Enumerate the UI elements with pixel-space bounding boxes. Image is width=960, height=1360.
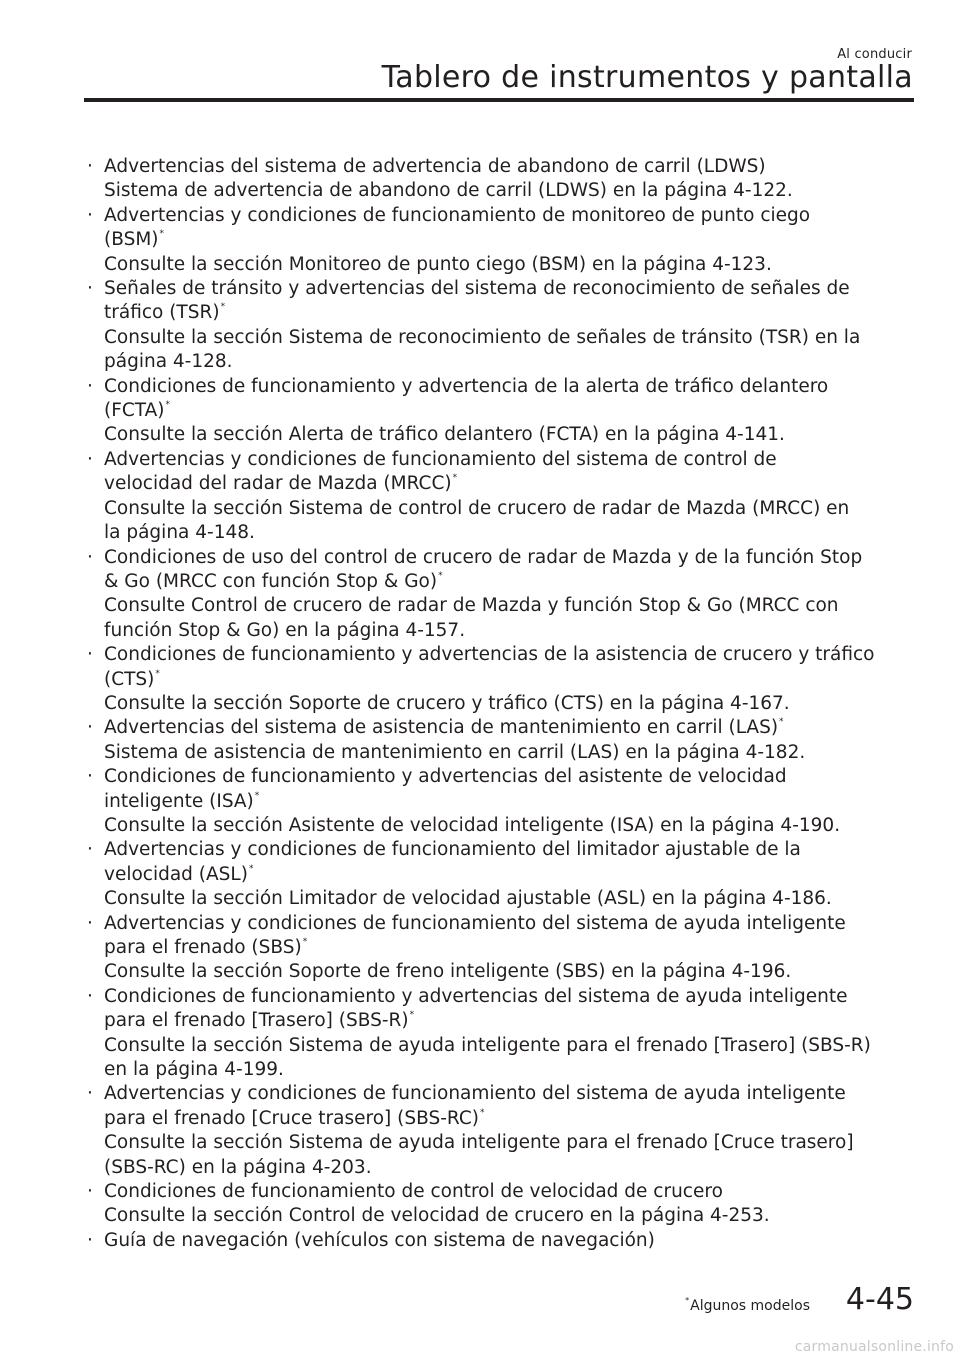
bullet-icon: · <box>87 156 93 177</box>
some-models-asterisk: * <box>254 790 260 801</box>
page-footer <box>0 1280 960 1320</box>
watermark: carmanualsonline.info <box>794 1339 954 1355</box>
list-item-line: tráfico (TSR)* <box>104 302 226 324</box>
list-item-line: Condiciones de funcionamiento y advertencias de la asistencia de crucero y tráfico <box>104 644 875 666</box>
section-label: Al conducir <box>837 47 912 62</box>
list-item-line: Condiciones de uso del control de crucero de radar de Mazda y de la función Stop <box>104 546 863 568</box>
list-item-line: Advertencias del sistema de asistencia de mantenimiento en carril (LAS)* <box>104 717 784 739</box>
list-item-line: Consulte la sección Sistema de ayuda inteligente para el frenado [Cruce trasero] <box>104 1132 854 1154</box>
list-item-line: velocidad del radar de Mazda (MRCC)* <box>104 473 458 495</box>
list-item-line: Consulte la sección Soporte de freno inteligente (SBS) en la página 4-196. <box>104 961 792 983</box>
list-item <box>86 765 916 838</box>
some-models-asterisk: * <box>155 668 160 679</box>
footnote-asterisk: * <box>685 1296 690 1305</box>
list-item <box>86 1229 916 1253</box>
some-models-asterisk: * <box>438 570 443 581</box>
list-item <box>86 1180 916 1229</box>
some-models-asterisk: * <box>159 229 165 240</box>
some-models-asterisk: * <box>452 473 458 484</box>
list-item-line: Consulte la sección Soporte de crucero y tráfico (CTS) en la página 4-167. <box>104 692 790 714</box>
list-item-line: Consulte la sección Limitador de velocidad ajustable (ASL) en la página 4-186. <box>104 888 832 910</box>
list-item-line: Advertencias y condiciones de funcionamiento del sistema de control de <box>104 448 777 470</box>
some-models-asterisk: * <box>479 1107 485 1118</box>
list-item-line: Consulte la sección Asistente de velocidad inteligente (ISA) en la página 4-190. <box>104 814 841 836</box>
list-item-line: Advertencias y condiciones de funcionamiento del limitador ajustable de la <box>104 839 801 861</box>
list-item-line: para el frenado [Cruce trasero] (SBS-RC)* <box>104 1107 485 1129</box>
bullet-list <box>86 155 916 1253</box>
list-item-line: Consulte Control de crucero de radar de Mazda y función Stop & Go (MRCC con <box>104 595 839 617</box>
list-item-line: velocidad (ASL)* <box>104 863 254 885</box>
list-item-line: (SBS-RC) en la página 4-203. <box>104 1156 372 1178</box>
some-models-asterisk: * <box>779 717 784 728</box>
bullet-icon: · <box>87 1083 93 1105</box>
list-item-line: Advertencias del sistema de advertencia de abandono de carril (LDWS) <box>104 156 766 177</box>
list-item <box>86 546 916 644</box>
list-item-line: Advertencias y condiciones de funcionamiento del sistema de ayuda inteligente <box>104 1083 846 1105</box>
bullet-icon: · <box>87 546 93 568</box>
list-item-line: & Go (MRCC con función Stop & Go)* <box>104 570 443 592</box>
list-item <box>86 277 916 375</box>
list-item-line: para el frenado [Trasero] (SBS-R)* <box>104 1010 415 1032</box>
some-models-asterisk: * <box>248 863 254 874</box>
list-item-line: inteligente (ISA)* <box>104 790 260 812</box>
bullet-icon: · <box>87 204 93 226</box>
some-models-asterisk: * <box>409 1010 415 1021</box>
list-item-line: Advertencias y condiciones de funcionamiento de monitoreo de punto ciego <box>104 204 811 226</box>
list-item-line: función Stop & Go) en la página 4-157. <box>104 619 466 641</box>
list-item-line: (FCTA)* <box>104 400 171 422</box>
header-rule <box>84 98 914 102</box>
list-item-line: Consulte la sección Alerta de tráfico delantero (FCTA) en la página 4-141. <box>104 424 785 446</box>
bullet-icon: · <box>87 985 93 1007</box>
bullet-icon: · <box>87 375 93 397</box>
list-item-line: la página 4-148. <box>104 522 255 544</box>
bullet-icon: · <box>87 448 93 470</box>
list-item <box>86 643 916 716</box>
footnote <box>685 1298 810 1314</box>
list-item <box>86 155 916 204</box>
page-number: 4-45 <box>845 1282 914 1317</box>
list-item <box>86 838 916 911</box>
list-item-line: Consulte la sección Monitoreo de punto ciego (BSM) en la página 4-123. <box>104 253 772 275</box>
list-item-line: Condiciones de funcionamiento y advertencias del asistente de velocidad <box>104 766 787 788</box>
list-item-line: (BSM)* <box>104 229 165 251</box>
bullet-icon: · <box>87 644 93 666</box>
some-models-asterisk: * <box>165 400 171 411</box>
list-item <box>86 1082 916 1180</box>
bullet-icon: · <box>87 278 93 300</box>
bullet-icon: · <box>87 717 93 739</box>
list-item <box>86 985 916 1083</box>
footnote-text: Algunos modelos <box>690 1298 810 1314</box>
some-models-asterisk: * <box>220 302 226 313</box>
list-item <box>86 204 916 277</box>
list-item-line: Advertencias y condiciones de funcionamiento del sistema de ayuda inteligente <box>104 912 846 934</box>
some-models-asterisk: * <box>302 937 308 947</box>
list-item-line: Sistema de asistencia de mantenimiento en carril (LAS) en la página 4-182. <box>104 741 806 763</box>
list-item-line: Condiciones de funcionamiento y advertencias del sistema de ayuda inteligente <box>104 985 848 1007</box>
list-item-line: Consulte la sección Sistema de ayuda inteligente para el frenado [Trasero] (SBS-R) <box>104 1034 871 1056</box>
bullet-icon: · <box>87 912 93 934</box>
list-item-line: Consulte la sección Control de velocidad de crucero en la página 4-253. <box>104 1205 770 1227</box>
bullet-icon: · <box>87 1229 93 1251</box>
list-item-line: Consulte la sección Sistema de control de crucero de radar de Mazda (MRCC) en <box>104 497 850 519</box>
list-item <box>86 448 916 546</box>
list-item-line: (CTS)* <box>104 668 160 690</box>
bullet-icon: · <box>87 766 93 788</box>
list-item-line: Señales de tránsito y advertencias del sistema de reconocimiento de señales de <box>104 278 850 300</box>
list-item-line: página 4-128. <box>104 351 233 373</box>
list-item-line: en la página 4-199. <box>104 1059 284 1081</box>
list-item-line: Guía de navegación (vehículos con sistema de navegación) <box>104 1229 655 1251</box>
list-item-line: Sistema de advertencia de abandono de carril (LDWS) en la página 4-122. <box>104 180 793 202</box>
list-item-line: Condiciones de funcionamiento de control de velocidad de crucero <box>104 1181 723 1203</box>
list-item-line: Consulte la sección Sistema de reconocimiento de señales de tránsito (TSR) en la <box>104 326 861 348</box>
list-item <box>86 375 916 448</box>
list-item <box>86 912 916 985</box>
bullet-icon: · <box>87 1181 93 1203</box>
bullet-icon: · <box>87 839 93 861</box>
list-item <box>86 716 916 765</box>
list-item-line: para el frenado (SBS)* <box>104 937 308 958</box>
list-item-line: Condiciones de funcionamiento y advertencia de la alerta de tráfico delantero <box>104 375 829 397</box>
page-title: Tablero de instrumentos y pantalla <box>381 60 913 95</box>
